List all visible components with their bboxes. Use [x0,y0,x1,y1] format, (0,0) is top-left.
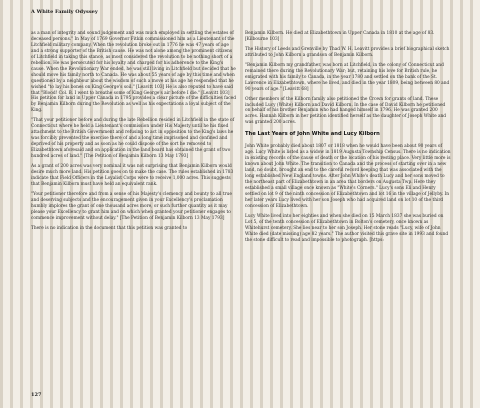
quoted-petition: "Your petitioner therefore and from a sense of his Majesty's clemency and bounty to all true and deserving subjects and the encouragement given in your Excellency's proclamation humbly implores the grant of one thousand acres more, or such further quantity as it may please your Excellency to grant him and on which when granted your petitioner engages to commence improvement without delay." [The Petition of Benjamin Kilborn 13 May 1793] [31,191,232,221]
section-heading: The Last Years of John White and Lucy Kilborn [245,131,380,138]
quoted-petition: "That your petitioner before and during the late Rebellion resided in Litchfield in the state of Connecticut where he held a Lieutenant's commission under His Majesty until he his fixed attachment to the British Government and refusing to act in opposition to the King's laws he was forcibly prevented the exercise there of and a long time imprisoned and confined and deprived of his property and as soon as he could dispose of the sort he removed to Elizabethtown aforesaid and on application in the land board has obtained the grant of two hundred acres of land." [The Petition of Benjamin Kilborn 13 May 1793] [31,118,235,160]
quoted-biography: "Benjamin Kilborn my grandfather, was born at Litchfield, in the colony of Connecticut and remained there during the Revolutionary War; but, retaining his love for British rule, he emigrated with his family to Canada, in the year 1780 and settled on the bank of the St. Lawrence in Elizabethtown, where he lived, and died in the year 1809, being between 80 and 90 years of age." [Leavitt 68] [245,62,450,92]
paragraph: The History of Leeds and Grenville by Thad W. H. Leavitt provides a brief biographical sketch attributed to John Kilborn a grandson of Benjamin Kilborn. [245,46,450,58]
paragraph: There is no indication in the document that this petition was granted to [31,225,188,231]
left-column [31,31,237,236]
paragraph: as a man of integrity and sound judgement and was much employed in settling the estates of deceased persons." In May of 1769 Governor Fitkin commissioned him as a Lieutenant of the Litchfield military company. When the revolution broke out in 1776 he was 47 years of age and a strong supporter of the British cause. He was not alone among the prominent citizens of Litchfield in taking this stance, as most considered the revolution to be nothing short of a rebellion. He was persecuted for his loyalty and charged for his adherence to the King's cause. When the Revolutionary War ended, he was still living in Litchfield but decided that he should move his family north to Canada. He was about 55 years of age by this time and when questioned by a neighbour about the wisdom of such a move at his age he responded that he wished "to lay his bones on King George's soil." [Leavitt 103] He is also reputed to have said that "Blood! Col. B. I went to breathe some of King George's air before I die." [Leavitt 103] His petition for land in Upper Canada in 1795 provides a clear picture of the difficulties faced by Benjamin Kilborn during the Revolution as well as his expectations a loyal subject of the King. [31,31,236,114]
paragraph: John White probably died about 1807 or 1818 when he would have been about 90 years of age. Lucy White is listed as a widow in 1819 Augusta Township Census. There is no indication in existing records of the cause of death or the location of his resting place. Very little more is known about John White. The transition to Canada and the process of starting over in a new land, no doubt, brought an end to the careful record keeping that was associated with the long established New England towns. After John White's death Lucy and her sons moved to the northeast part of Elizabethtown in an area that borders on Augusta Twp. Here they established a small village once known as "White's Corners." Lucy's sons Eli and Henry settled on lot 9 of the ninth concession of Elizabethtown and lot 16 in the village of Jellyby. In her later years Lucy lived with her son Joseph who had acquired land on lot 10 of the third concession of Elizabethtown. [245,144,451,209]
paragraph: As a grant of 200 acres was very nominal it was not surprising that Benjamin Kilborn would desire much more land. His petition goes on to make the case. The rules established in 1783 indicate that Field Officers in the Loyalist Corps were to receive 1,000 acres. This suggests that Benjamin Kilborn must have held an equivalent rank. [31,164,234,187]
running-head: A White Family Odyssey [31,9,98,15]
paragraph: Lucy White lived into her eighties and when she died on 15 March 1837 she was buried on Lot 5, of the tenth concession of Elizabethtown in Bolton's cemetery, once known as Whitehurst cemetery. She lies near to her son Joseph. Her stone reads "Lucy, wife of John White died (date missing) age 82 years." The author visited this grave site in 1993 and found the stone difficult to read and impossible to photograph. [https: [245,213,449,243]
paragraph: Other members of the Kilborn family also petitioned the Crown for grants of land. These included Lucy (White) Kilborn and David Kilborn. In the case of David Kilborn he petitioned on behalf of his brother Benjamin who had hanged himself in 1796. He was granted 200 acres. Hannah Kilborn in her petition identified herself as the daughter of Joseph White and was granted 200 acres. [245,96,447,126]
right-column [245,31,451,248]
page-number: 127 [31,392,42,398]
paragraph: Benjamin Kilborn. He died at Elizabethtown in Upper Canada in 1810 at the age of 83. [Kilbourne 103] [245,31,435,42]
